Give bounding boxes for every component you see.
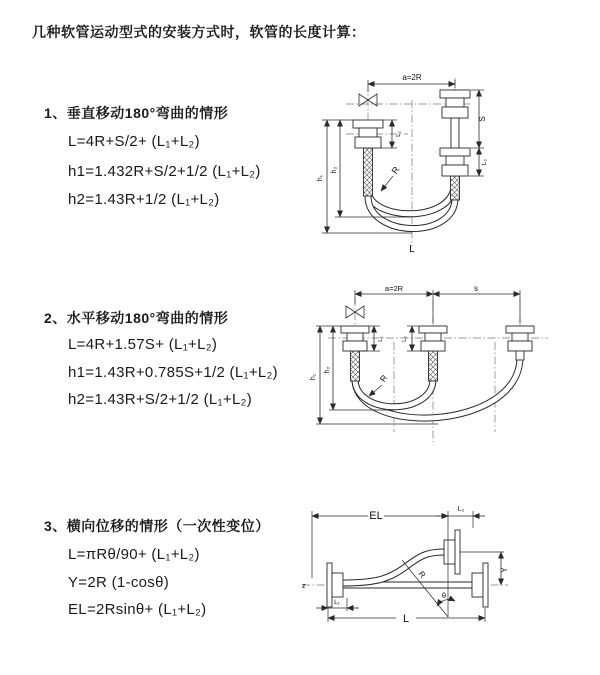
dim-label-a2r: a=2R bbox=[384, 284, 404, 293]
dimension-a2r bbox=[368, 73, 455, 92]
dim-label-h2: h₂ bbox=[331, 166, 338, 174]
dim-label-l1: L₁ bbox=[395, 131, 402, 137]
formula-line: h1=1.43R+0.785S+1/2 (L₁+L₂) bbox=[68, 364, 278, 381]
dim-label-h2: h₂ bbox=[324, 366, 331, 374]
section-2-heading: 2、水平移动180°弯曲的情形 bbox=[44, 310, 229, 326]
centerline-mark: z bbox=[302, 583, 306, 590]
section-1-heading: 1、垂直移动180°弯曲的情形 bbox=[44, 105, 229, 121]
formula-line: EL=2Rsinθ+ (L₁+L₂) bbox=[68, 601, 207, 618]
dim-label-length: L bbox=[409, 244, 415, 255]
dimension-l bbox=[328, 608, 485, 625]
formula-line: h2=1.43R+S/2+1/2 (L₁+L₂) bbox=[68, 391, 253, 408]
dim-label-r: R bbox=[389, 164, 402, 176]
radius-leader bbox=[381, 164, 402, 191]
radius-leader bbox=[369, 373, 389, 396]
dimension-s bbox=[471, 90, 487, 148]
formula-line: h1=1.432R+S/2+1/2 (L₁+L₂) bbox=[68, 163, 261, 180]
formula-line: L=πRθ/90+ (L₁+L₂) bbox=[68, 546, 200, 563]
dimension-l2 bbox=[436, 506, 485, 528]
diagram-vertical-bend bbox=[312, 70, 582, 255]
formula-line: h2=1.43R+1/2 (L₁+L₂) bbox=[68, 191, 220, 208]
dim-label-l2: L₂ bbox=[402, 336, 408, 342]
dim-label-el: EL bbox=[369, 510, 383, 522]
dim-label-l2: L₂ bbox=[481, 158, 488, 166]
dim-label-theta: θ bbox=[441, 591, 447, 600]
formula-line: Y=2R (1-cosθ) bbox=[68, 574, 170, 591]
section-3-heading: 3、横向位移的情形（一次性变位） bbox=[44, 518, 270, 534]
dim-label-h1: h₁ bbox=[310, 373, 317, 381]
dim-label-l1: L₁ bbox=[334, 599, 340, 606]
dim-label-l1: L₁ bbox=[378, 336, 384, 342]
dim-label-y: Y bbox=[500, 567, 509, 573]
dimension-l2 bbox=[469, 148, 488, 176]
formula-line: L=4R+S/2+ (L₁+L₂) bbox=[68, 133, 200, 150]
dim-label-l2: L₂ bbox=[457, 506, 465, 513]
hose bbox=[368, 188, 455, 229]
dimension-a2r bbox=[355, 284, 520, 324]
page-title: 几种软管运动型式的安装方式时，软管的长度计算： bbox=[32, 24, 366, 40]
diagram-lateral-displacement bbox=[298, 498, 598, 638]
diagram-horizontal-bend bbox=[308, 282, 593, 447]
dim-label-r: R bbox=[377, 372, 390, 384]
angle-theta bbox=[437, 591, 455, 606]
dim-label-s: S bbox=[478, 116, 487, 122]
dimension-l1 bbox=[316, 598, 359, 611]
dim-label-h1: h₁ bbox=[317, 174, 324, 182]
dim-label-a2r: a=2R bbox=[402, 73, 422, 82]
formula-line: L=4R+1.57S+ (L₁+L₂) bbox=[68, 336, 218, 353]
dim-label-length: L bbox=[402, 613, 410, 625]
dim-label-s: s bbox=[474, 284, 478, 293]
dim-label-r: R bbox=[416, 569, 428, 580]
